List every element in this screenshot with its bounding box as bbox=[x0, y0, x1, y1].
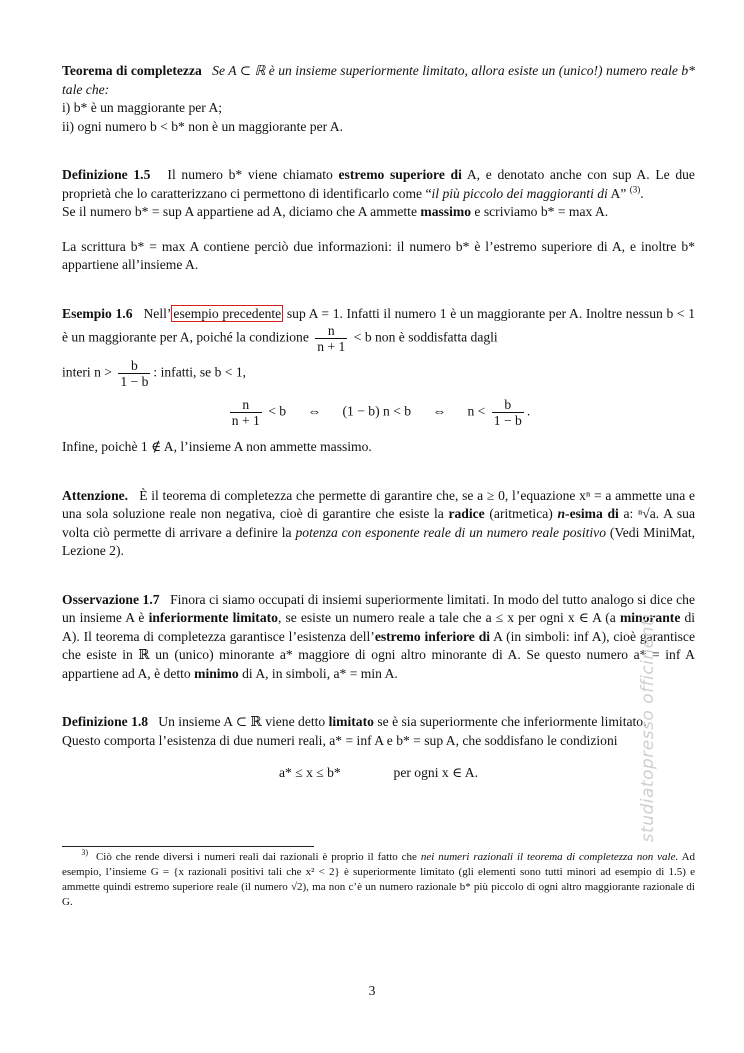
footnote-italic: nei numeri razionali il teorema di completezza non vale. bbox=[420, 851, 679, 863]
theorem-text: Se A ⊂ ℝ è un insieme superiormente limitato, allora esiste un (unico!) numero reale b* tale che: bbox=[62, 63, 695, 97]
obs17-text3: di A). Il teorema di completezza garantisce l’esistenza dell’ bbox=[62, 610, 696, 644]
definition-1-8-text bbox=[62, 713, 695, 732]
def18-text3: Questo comporta l’esistenza di due numeri reali, a* = inf A e b* = sup A, che soddisfano le condizioni bbox=[62, 732, 618, 748]
theorem-title: Teorema di completezza bbox=[62, 63, 202, 78]
display-end: . bbox=[526, 403, 531, 419]
def15-bold1: estremo superiore di bbox=[338, 167, 462, 182]
example-1-6-text bbox=[62, 305, 695, 355]
footnote-text1: Ciò che rende diversi i numeri reali dai razionali è proprio il fatto che bbox=[95, 851, 417, 863]
display-condition-right: per ogni x ∈ A. bbox=[393, 765, 478, 780]
frac-num: n bbox=[327, 323, 335, 338]
definition-1-5-label: Definizione 1.5 bbox=[62, 167, 151, 182]
example-1-6-line2 bbox=[62, 358, 695, 389]
obs17-text4: A (in simboli: inf A), cioè garantisce che esiste in ℝ un (unico) minorante a* maggiore di ogni altro minorante di A. Se questo numero a* = inf A appartiene ad A, è detto bbox=[62, 628, 695, 681]
display-condition bbox=[62, 764, 695, 783]
attention-bold2: -esima di bbox=[565, 506, 619, 521]
attention-block bbox=[62, 487, 695, 561]
ex16-text4: : infatti, se b < 1, bbox=[153, 364, 247, 380]
frac-den: 1 − b bbox=[120, 374, 149, 389]
fraction-n-over-n1 bbox=[315, 323, 347, 354]
def15-italic: il più piccolo dei maggioranti di bbox=[431, 185, 608, 201]
obs17-text1: Finora ci siamo occupati di insiemi superiormente limitati. In modo del tutto analogo si dice che un insieme A è bbox=[62, 591, 695, 625]
attention-bold1: radice bbox=[448, 506, 485, 521]
display-middle: (1 − b) n < b bbox=[342, 403, 412, 419]
definition-1-8-label: Definizione 1.8 bbox=[62, 714, 149, 729]
definition-1-5-max bbox=[62, 203, 695, 222]
display-lt-b: < b bbox=[268, 403, 287, 419]
example-link[interactable]: esempio precedente bbox=[173, 305, 282, 321]
footnote-ref[interactable]: (3) bbox=[629, 183, 641, 194]
frac-den: 1 − b bbox=[493, 413, 522, 428]
iff-symbol: ⇔ bbox=[432, 403, 447, 419]
obs17-bold1: inferiormente limitato bbox=[148, 610, 278, 625]
iff-symbol: ⇔ bbox=[307, 403, 322, 419]
frac-den: n + 1 bbox=[317, 339, 346, 354]
frac-num: b bbox=[504, 397, 512, 412]
theorem-item-1: i) b* è un maggiorante per A; bbox=[62, 100, 223, 115]
example-1-6 bbox=[62, 305, 695, 457]
attention-bold-n: n bbox=[557, 506, 566, 521]
footnote-rule bbox=[62, 846, 314, 847]
def18-text1: Un insieme A ⊂ ℝ viene detto bbox=[158, 714, 326, 729]
def18-text2: se è sia superiormente che inferiormente limitato. bbox=[377, 714, 647, 729]
max-paragraph-text: La scrittura b* = max A contiene perciò due informazioni: il numero b* è l’estremo superiore di A, e inoltre b* appartiene all’insieme A. bbox=[62, 238, 695, 272]
watermark-text: studiatopresso officinenti bbox=[638, 613, 658, 842]
attention-text2: (aritmetica) bbox=[489, 506, 553, 521]
example-1-6-label: Esempio 1.6 bbox=[62, 305, 133, 321]
observation-1-7-text bbox=[62, 591, 695, 684]
theorem-item-2: ii) ogni numero b < b* non è un maggiorante per A. bbox=[62, 118, 343, 134]
display-frac-right bbox=[492, 397, 524, 428]
def15-text1: Il numero b* viene chiamato bbox=[167, 167, 333, 182]
theorem-statement bbox=[62, 62, 695, 99]
def18-bold1: limitato bbox=[328, 714, 374, 729]
page-number: 3 bbox=[368, 983, 376, 998]
obs17-bold3: estremo inferiore di bbox=[374, 628, 491, 644]
observation-1-7 bbox=[62, 591, 695, 684]
theorem-block bbox=[62, 62, 695, 136]
definition-1-5 bbox=[62, 166, 695, 222]
attention-text1: È il teorema di completezza che permette di garantire che, se a ≥ 0, l’equazione xⁿ = a ammette una e una sola soluzione reale non negativa, cioè di garantire che esiste la bbox=[62, 487, 695, 521]
footnote-text2: Ad esempio, l’insieme G = {x razionali positivi tali che x² < 2} è superiormente limitato (gli elementi sono tutti minori ad esempio di 1.5) e ammette quindi estremo superiore reale (il numero √2), ma non c’è un numero razionale b* più piccolo di ogni altro maggiorante razionale di G. bbox=[62, 851, 696, 908]
obs17-text5: di A, in simboli, a* = min A. bbox=[242, 665, 398, 681]
obs17-bold4: minimo bbox=[194, 665, 239, 681]
def15-bold2: massimo bbox=[420, 204, 471, 219]
example-closing: Infine, poichè 1 ∉ A, l’insieme A non ammette massimo. bbox=[62, 439, 372, 454]
fraction-b-over-1b bbox=[118, 358, 150, 389]
display-equation bbox=[62, 397, 695, 428]
definition-1-8 bbox=[62, 713, 695, 783]
attention-text3: a: ⁿ√a. A sua volta ciò permette di arrivare a definire la bbox=[62, 506, 695, 540]
display-n-lt: n < bbox=[467, 403, 486, 419]
attention-text4: (Vedi MiniMat, Lezione 2). bbox=[62, 524, 695, 558]
display-frac-left bbox=[230, 397, 262, 428]
attention-italic: potenza con esponente reale di un numero reale positivo bbox=[295, 524, 607, 540]
definition-1-5-text: Definizione 1.5 Il numero b* viene chiamato estremo superiore di A, e denotato anche con sup A. Le due proprietà che lo caratterizzano ci permettono di identificarlo come “il più piccolo dei maggioranti di A” $^{(3)}$. bbox=[62, 167, 695, 201]
attention-text bbox=[62, 487, 695, 561]
def15-text4: Se il numero b* = sup A appartiene ad A, diciamo che A ammette bbox=[62, 204, 417, 219]
attention-label: Attenzione. bbox=[62, 487, 129, 503]
ex16-text3: interi n > bbox=[62, 364, 112, 380]
def15-text5: e scriviamo b* = max A. bbox=[474, 204, 609, 219]
def15-text3: A” bbox=[610, 185, 627, 201]
max-paragraph bbox=[62, 238, 695, 275]
obs17-bold2: minorante bbox=[619, 610, 681, 625]
obs17-text2: , se esiste un numero reale a tale che a ≤ x per ogni x ∈ A (a bbox=[277, 610, 616, 625]
frac-den: n + 1 bbox=[231, 413, 260, 428]
observation-1-7-label: Osservazione 1.7 bbox=[62, 591, 160, 607]
watermark bbox=[637, 535, 659, 920]
footnote: 3) Ciò che rende diversi i numeri reali dai razionali è proprio il fatto che nei numeri razionali il teorema di completezza non vale. Ad esempio, l’insieme G = {x razionali positivi tali che x² < 2} è superiormente limitato (gli elementi sono tutti minori ad esempio di 1.5) e ammette quindi estremo superiore reale (il numero √2), ma non c’è un numero razionale b* più piccolo di ogni altro maggiorante razionale di G. bbox=[62, 848, 696, 908]
frac-num: n bbox=[242, 397, 250, 412]
ex16-text1: sup A = 1. Infatti il numero 1 è un maggiorante per A. Inoltre nessun b < 1 è un maggiorante per A, poiché la condizione bbox=[62, 305, 696, 345]
ex16-pre: Nell’ bbox=[143, 305, 172, 321]
display-condition-left: a* ≤ x ≤ b* bbox=[278, 765, 341, 780]
def15-text2: A, e denotato anche con sup A. Le due proprietà che lo caratterizzano ci permettono di identificarlo come “ bbox=[62, 167, 695, 201]
main-content bbox=[62, 62, 695, 799]
ex16-text2: < b non è soddisfatta dagli bbox=[353, 329, 498, 345]
frac-num: b bbox=[130, 358, 138, 373]
